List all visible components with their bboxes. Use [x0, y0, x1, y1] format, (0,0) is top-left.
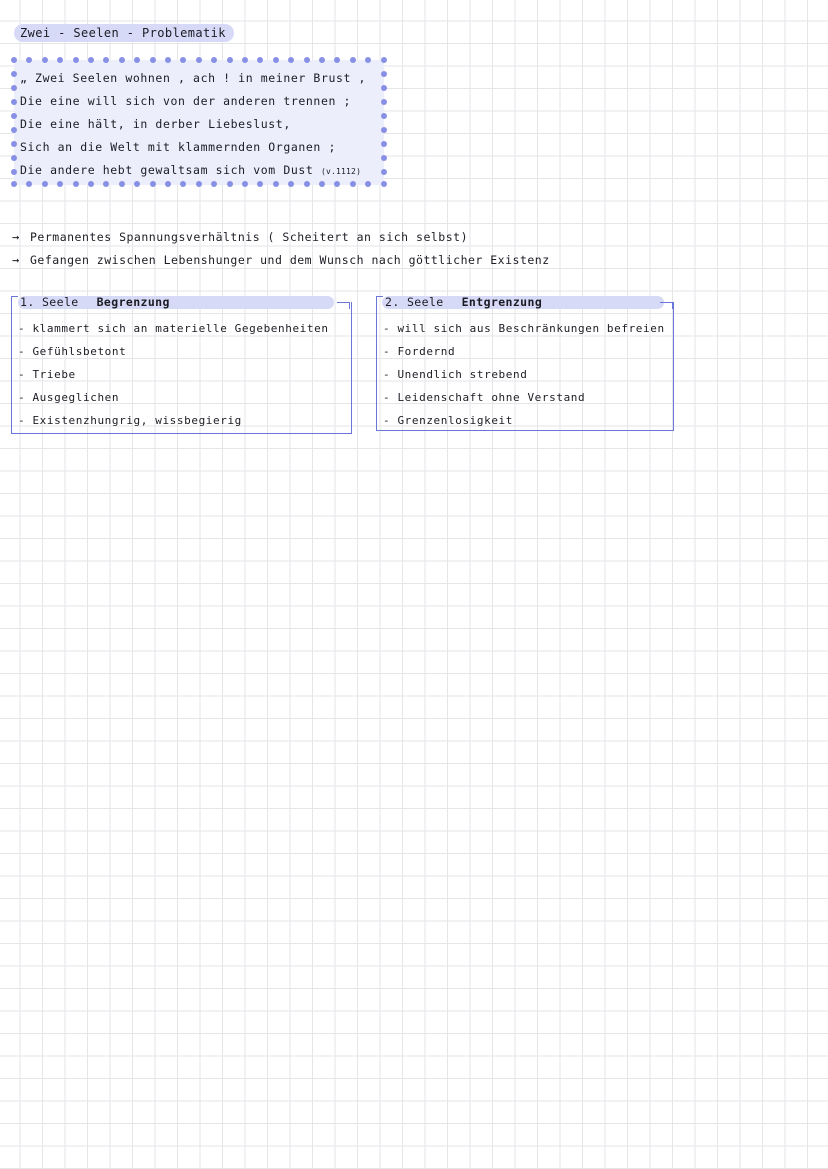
frame-dot — [11, 155, 17, 161]
frame-dot — [134, 181, 140, 187]
list-item: - Triebe — [18, 368, 76, 381]
quote-line: Die eine will sich von der anderen trennen ; — [20, 94, 352, 108]
quote-line: Sich an die Welt mit klammernden Organen ; — [20, 140, 336, 154]
list-item: - Ausgeglichen — [18, 391, 120, 404]
frame-dot — [103, 181, 109, 187]
frame-dot — [304, 181, 310, 187]
arrow-note-text: Permanentes Spannungsverhältnis ( Scheitert an sich selbst) — [30, 230, 468, 244]
frame-dot — [11, 169, 17, 175]
frame-dot — [11, 71, 17, 77]
frame-dot — [11, 85, 17, 91]
frame-dot — [242, 57, 248, 63]
frame-dot — [11, 181, 17, 187]
frame-dot — [11, 127, 17, 133]
frame-dot — [381, 155, 387, 161]
frame-dot — [119, 57, 125, 63]
quote-line-text: Die andere hebt gewaltsam sich vom Dust — [20, 163, 314, 177]
frame-dot — [211, 181, 217, 187]
frame-dot — [88, 57, 94, 63]
frame-dot — [381, 113, 387, 119]
frame-dot — [150, 181, 156, 187]
frame-dot — [42, 181, 48, 187]
frame-dot — [350, 57, 356, 63]
frame-dot — [304, 57, 310, 63]
frame-dot — [273, 181, 279, 187]
list-item: - Existenzhungrig, wissbegierig — [18, 414, 242, 427]
arrow-right-icon: → — [12, 230, 20, 244]
seele1-label: 1. Seele — [20, 295, 79, 309]
frame-dot — [381, 71, 387, 77]
seele2-header — [385, 294, 542, 310]
seele1-header — [20, 294, 170, 310]
list-item: - Fordernd — [383, 345, 456, 358]
frame-dot — [334, 181, 340, 187]
frame-dot — [196, 181, 202, 187]
frame-dot — [381, 141, 387, 147]
list-item: - Unendlich strebend — [383, 368, 528, 381]
page-title: Zwei - Seelen - Problematik — [14, 24, 234, 42]
quote-line-last — [20, 162, 361, 180]
frame-dot — [42, 57, 48, 63]
frame-dot — [242, 181, 248, 187]
verse-reference: (v.1112) — [320, 167, 362, 176]
frame-dot — [11, 57, 17, 63]
seele1-heading: Begrenzung — [96, 295, 170, 309]
frame-dot — [165, 57, 171, 63]
frame-dot — [196, 57, 202, 63]
frame-dot — [257, 181, 263, 187]
quote-line: Die eine hält, in derber Liebeslust, — [20, 117, 291, 131]
seele2-label: 2. Seele — [385, 295, 444, 309]
arrow-note-text: Gefangen zwischen Lebenshunger und dem Wunsch nach göttlicher Existenz — [30, 253, 550, 267]
frame-dot — [288, 181, 294, 187]
frame-dot — [350, 181, 356, 187]
frame-dot — [119, 181, 125, 187]
frame-dot — [227, 57, 233, 63]
frame-dot — [180, 181, 186, 187]
frame-dot — [381, 127, 387, 133]
frame-dot — [11, 141, 17, 147]
frame-dot — [381, 169, 387, 175]
frame-dot — [227, 181, 233, 187]
frame-dot — [319, 57, 325, 63]
frame-dot — [11, 99, 17, 105]
quote-line: „ Zwei Seelen wohnen , ach ! in meiner Brust , — [20, 71, 367, 85]
frame-dot — [319, 181, 325, 187]
list-item: - klammert sich an materielle Gegebenheiten — [18, 322, 329, 335]
frame-dot — [26, 181, 32, 187]
seele2-heading: Entgrenzung — [461, 295, 543, 309]
frame-dot — [88, 181, 94, 187]
list-item: - Gefühlsbetont — [18, 345, 127, 358]
frame-dot — [73, 181, 79, 187]
frame-dot — [381, 99, 387, 105]
arrow-note — [12, 229, 468, 245]
frame-dot — [381, 57, 387, 63]
frame-dot — [365, 181, 371, 187]
frame-dot — [381, 181, 387, 187]
list-item: - Leidenschaft ohne Verstand — [383, 391, 586, 404]
frame-dot — [273, 57, 279, 63]
frame-dot — [57, 181, 63, 187]
frame-dot — [73, 57, 79, 63]
frame-dot — [381, 85, 387, 91]
list-item: - will sich aus Beschränkungen befreien — [383, 322, 665, 335]
frame-dot — [11, 113, 17, 119]
arrow-right-icon: → — [12, 253, 20, 267]
list-item: - Grenzenlosigkeit — [383, 414, 514, 427]
arrow-note — [12, 252, 550, 268]
frame-dot — [150, 57, 156, 63]
frame-dot — [165, 181, 171, 187]
